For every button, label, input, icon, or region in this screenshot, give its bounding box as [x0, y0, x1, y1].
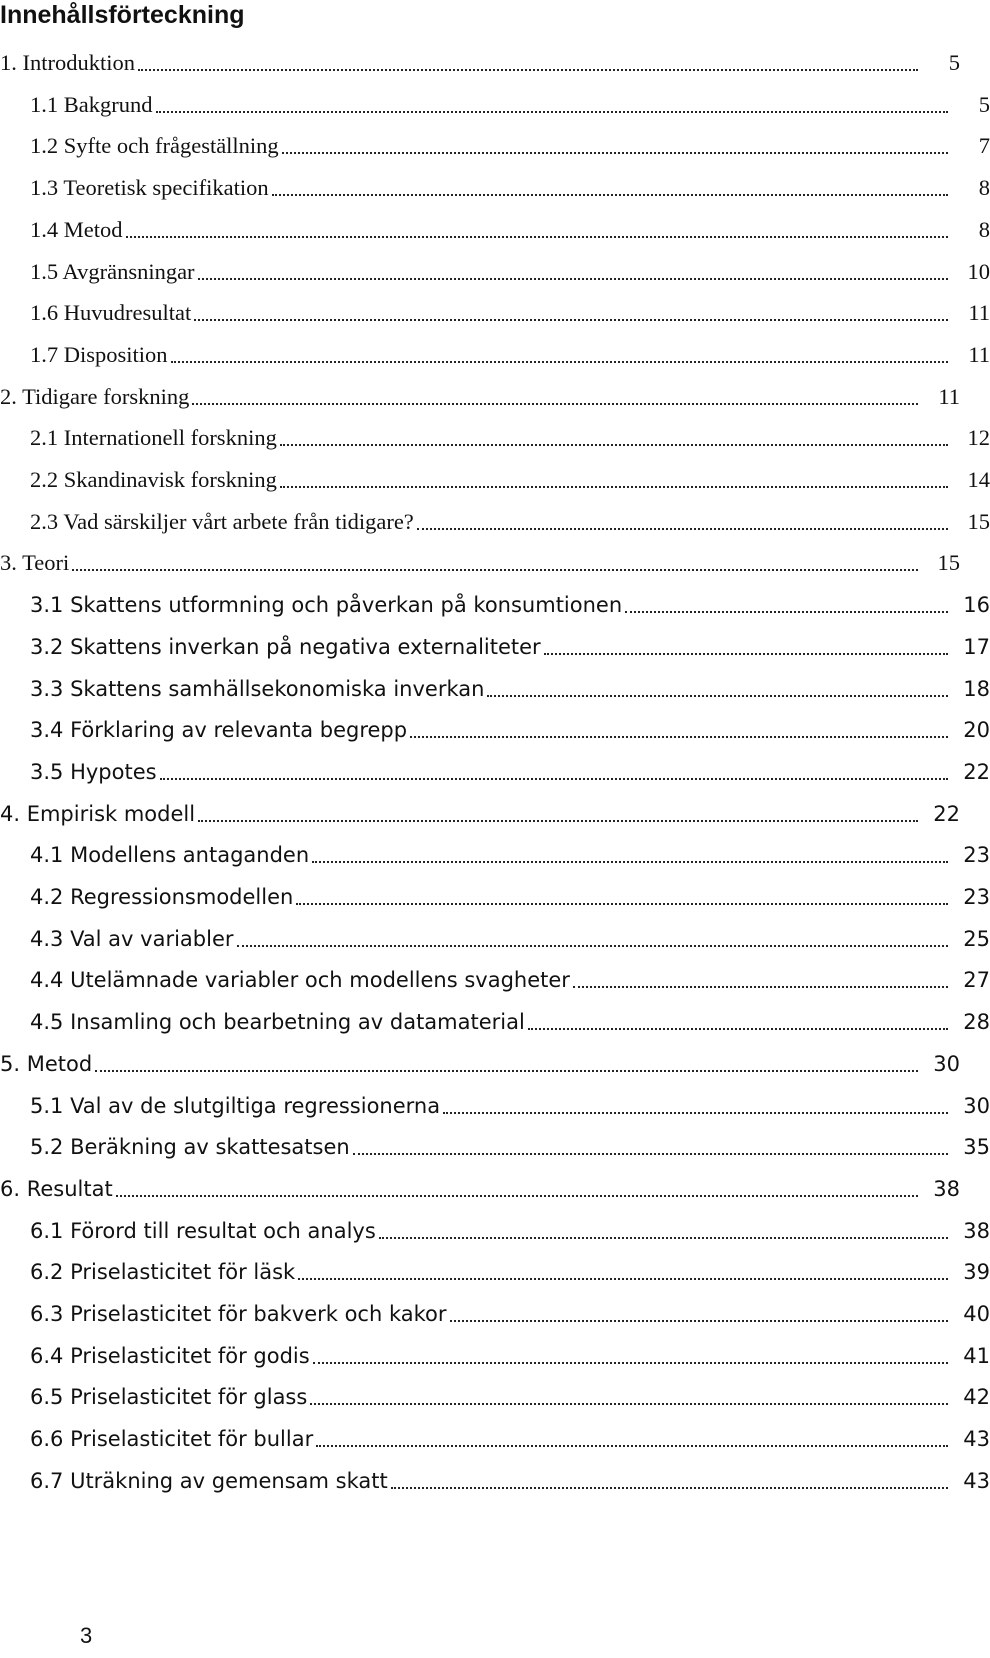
toc-entry-page: 16 [963, 593, 990, 618]
toc-entry-page: 39 [963, 1260, 990, 1285]
dot-leader [316, 1445, 948, 1447]
dot-leader [625, 611, 948, 613]
dot-leader [379, 1237, 948, 1239]
dot-leader [72, 569, 918, 571]
toc-entry-page: 11 [938, 383, 960, 409]
toc-entry-title: 5.1 Val av de slutgiltiga regressionerna [30, 1093, 441, 1118]
toc-entry[interactable] [0, 1452, 990, 1496]
toc-entry[interactable] [0, 1202, 990, 1246]
toc-entry-page: 30 [963, 1093, 990, 1118]
toc-entry-title: 2.1 Internationell forskning [30, 425, 277, 451]
toc-entry[interactable] [0, 1327, 990, 1371]
toc-entry[interactable] [0, 493, 990, 537]
toc-entry-title: 1.4 Metod [30, 216, 123, 242]
toc-entry[interactable] [0, 785, 960, 829]
toc-entry-page: 43 [963, 1427, 990, 1452]
toc-entry[interactable] [0, 576, 990, 620]
dot-leader [138, 69, 918, 71]
toc-entry-title: 6. Resultat [0, 1176, 113, 1201]
toc-entry[interactable] [0, 1285, 990, 1329]
toc-entry-page: 43 [963, 1468, 990, 1493]
toc-entry-title: 2.3 Vad särskiljer vårt arbete från tidigare? [30, 508, 414, 534]
toc-entry-title: 4. Empirisk modell [0, 801, 196, 826]
toc-entry-page: 8 [978, 175, 990, 201]
toc-entry-page: 8 [978, 216, 990, 242]
toc-entry-title: 2. Tidigare forskning [0, 383, 190, 409]
toc-entry-page: 42 [963, 1385, 990, 1410]
toc-entry-page: 35 [963, 1135, 990, 1160]
toc-entry-title: 6.2 Priselasticitet för läsk [30, 1260, 296, 1285]
toc-heading: Innehållsförteckning [0, 1, 245, 29]
toc-entry[interactable] [0, 993, 990, 1037]
toc-entry-page: 41 [963, 1343, 990, 1368]
toc-entry-title: 5.2 Beräkning av skattesatsen [30, 1135, 350, 1160]
toc-entry-page: 7 [978, 133, 990, 159]
dot-leader [156, 111, 949, 113]
toc-entry-title: 6.5 Priselasticitet för glass [30, 1385, 308, 1410]
toc-entry-title: 1.2 Syfte och frågeställning [30, 133, 279, 159]
page-number: 3 [80, 1623, 93, 1648]
dot-leader [95, 1070, 918, 1072]
dot-leader [544, 653, 948, 655]
toc-entry-title: 6.4 Priselasticitet för godis [30, 1343, 310, 1368]
toc-entry-title: 3.2 Skattens inverkan på negativa externaliteter [30, 634, 541, 659]
dot-leader [171, 361, 948, 363]
dot-leader [410, 736, 948, 738]
toc-entry-title: 6.3 Priselasticitet för bakverk och kakor [30, 1302, 447, 1326]
toc-entry[interactable] [0, 1077, 990, 1121]
dot-leader [298, 1278, 948, 1280]
toc-entry-title: 3.5 Hypotes [30, 759, 157, 784]
toc-entry[interactable] [0, 826, 990, 870]
toc-entry[interactable] [0, 76, 990, 120]
toc-entry[interactable] [0, 117, 990, 161]
toc-entry-title: 4.2 Regressionsmodellen [30, 885, 294, 909]
toc-entry[interactable] [0, 910, 990, 954]
toc-entry[interactable] [0, 451, 990, 495]
toc-entry[interactable] [0, 743, 990, 787]
toc-entry-title: 3.3 Skattens samhällsekonomiska inverkan [30, 676, 485, 701]
toc-entry[interactable] [0, 951, 990, 995]
dot-leader [312, 861, 948, 863]
toc-entry-title: 6.1 Förord till resultat och analys [30, 1218, 376, 1243]
toc-entry-page: 11 [968, 341, 990, 367]
toc-entry[interactable] [0, 34, 960, 78]
dot-leader [296, 903, 948, 905]
toc-entry-title: 4.1 Modellens antaganden [30, 843, 310, 868]
dot-leader [126, 236, 949, 238]
toc-entry[interactable] [0, 1243, 990, 1287]
dot-leader [443, 1112, 948, 1114]
dot-leader [282, 152, 948, 154]
toc-entry[interactable] [0, 284, 990, 328]
dot-leader [450, 1320, 948, 1322]
dot-leader [237, 945, 948, 947]
dot-leader [280, 486, 948, 488]
toc-entry[interactable] [0, 534, 960, 578]
toc-entry-page: 10 [967, 258, 990, 284]
toc-entry[interactable] [0, 660, 990, 704]
dot-leader [272, 194, 948, 196]
dot-leader [192, 403, 918, 405]
dot-leader [116, 1195, 918, 1197]
toc-entry[interactable] [0, 409, 990, 453]
toc-entry[interactable] [0, 201, 990, 245]
toc-entry[interactable] [0, 701, 990, 745]
dot-leader [313, 1362, 948, 1364]
dot-leader [573, 986, 948, 988]
toc-entry-title: 6.7 Uträkning av gemensam skatt [30, 1468, 388, 1493]
toc-entry-page: 20 [963, 718, 990, 743]
dot-leader [353, 1153, 948, 1155]
toc-entry-title: 3. Teori [0, 550, 70, 576]
toc-entry[interactable] [0, 618, 990, 662]
toc-entry[interactable] [0, 1160, 960, 1204]
toc-entry-page: 17 [963, 634, 990, 659]
dot-leader [487, 695, 948, 697]
toc-entry-page: 23 [963, 843, 990, 868]
toc-entry-title: 4.5 Insamling och bearbetning av datamaterial [30, 1010, 525, 1035]
toc-entry-title: 2.2 Skandinavisk forskning [30, 467, 277, 492]
toc-entry-title: 1.1 Bakgrund [30, 91, 153, 117]
toc-entry-title: 1.7 Disposition [30, 341, 168, 367]
toc-entry[interactable] [0, 1118, 990, 1162]
toc-entry-page: 25 [963, 926, 990, 951]
toc-entry[interactable] [0, 368, 960, 412]
toc-entry-page: 15 [937, 550, 960, 576]
dot-leader [417, 528, 948, 530]
toc-entry-page: 12 [967, 425, 990, 451]
toc-entry-page: 30 [933, 1051, 960, 1076]
dot-leader [280, 444, 948, 446]
toc-entry-page: 14 [967, 467, 990, 492]
toc-entry-page: 28 [963, 1010, 990, 1035]
toc-entry[interactable] [0, 159, 990, 203]
toc-entry-title: 3.1 Skattens utformning och påverkan på konsumtionen [30, 593, 623, 618]
toc-entry[interactable] [0, 326, 990, 370]
toc-entry[interactable] [0, 868, 990, 912]
toc-entry-title: 6.6 Priselasticitet för bullar [30, 1427, 314, 1452]
dot-leader [198, 278, 948, 280]
dot-leader [160, 778, 948, 780]
toc-entry-page: 22 [933, 801, 960, 826]
toc-entry-title: 3.4 Förklaring av relevanta begrepp [30, 718, 408, 743]
toc-entry-title: 4.3 Val av variabler [30, 926, 234, 951]
toc-entry-title: 1. Introduktion [0, 50, 135, 75]
toc-entry-page: 23 [963, 885, 990, 909]
toc-entry-page: 5 [978, 91, 990, 117]
dot-leader [198, 820, 918, 822]
dot-leader [310, 1403, 948, 1405]
toc-entry-page: 40 [963, 1302, 990, 1326]
toc-entry-title: 1.6 Huvudresultat [30, 300, 192, 326]
toc-entry[interactable] [0, 1035, 960, 1079]
toc-entry-title: 5. Metod [0, 1051, 93, 1076]
toc-entry-page: 27 [963, 968, 990, 993]
dot-leader [528, 1028, 948, 1030]
toc-entry-page: 38 [933, 1176, 960, 1201]
dot-leader [194, 319, 948, 321]
toc-entry-page: 11 [968, 300, 990, 326]
toc-entry-title: 1.5 Avgränsningar [30, 258, 195, 284]
toc-entry-page: 5 [948, 50, 960, 75]
toc-entry-page: 38 [963, 1218, 990, 1243]
dot-leader [391, 1487, 948, 1489]
toc-entry-page: 18 [963, 676, 990, 701]
toc-entry-page: 22 [963, 759, 990, 784]
toc-entry-page: 15 [967, 508, 990, 534]
toc-entry-title: 4.4 Utelämnade variabler och modellens svagheter [30, 968, 570, 993]
toc-entry-title: 1.3 Teoretisk specifikation [30, 175, 269, 201]
toc-entry[interactable] [0, 1410, 990, 1454]
toc-entry[interactable] [0, 1368, 990, 1412]
toc-entry[interactable] [0, 243, 990, 287]
